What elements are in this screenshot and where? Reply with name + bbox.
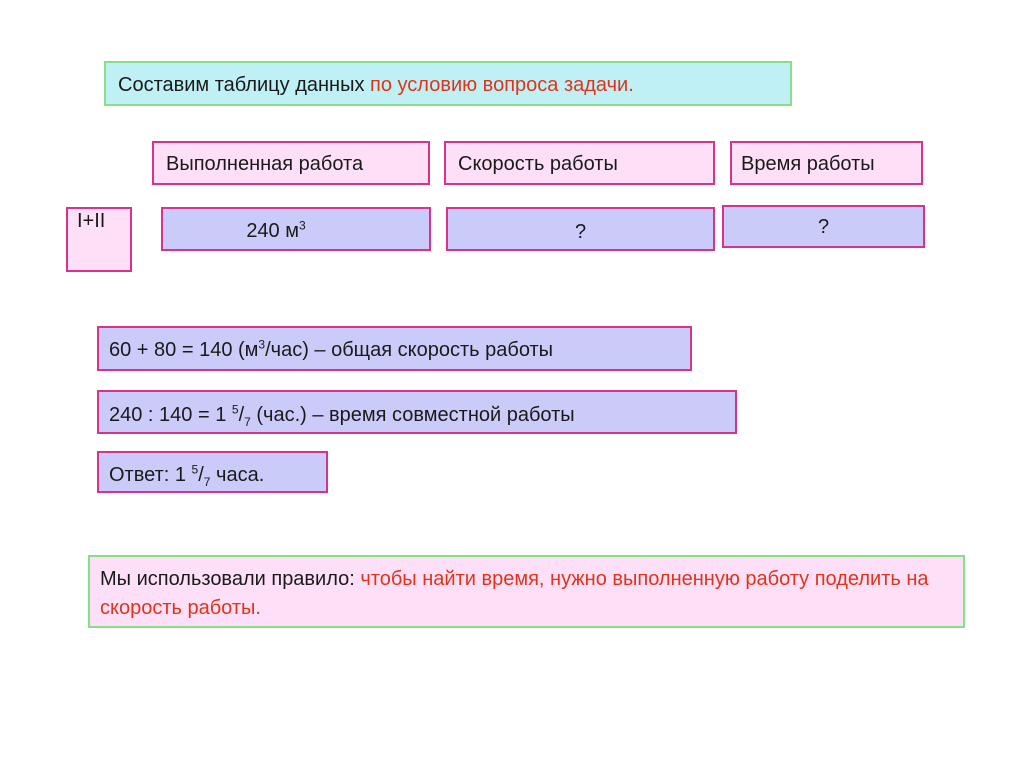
answer-box bbox=[97, 451, 328, 493]
header-work-time bbox=[730, 141, 923, 185]
answer-part-b: часа. bbox=[210, 464, 265, 486]
calc-speed-exponent: 3 bbox=[258, 337, 266, 352]
title-text: Составим таблицу данных bbox=[118, 74, 371, 96]
calc-time-part-a: 240 : 140 = 1 bbox=[109, 404, 232, 426]
header-completed-work bbox=[152, 141, 430, 185]
calc-time-box bbox=[97, 390, 737, 434]
answer-numerator: 5 bbox=[191, 462, 199, 477]
rule-intro: Мы использовали правило: bbox=[100, 568, 361, 590]
header-work-time-label: Время работы bbox=[741, 153, 875, 175]
title-box bbox=[104, 61, 792, 106]
calc-time-denominator: 7 bbox=[244, 415, 251, 429]
value-work-speed bbox=[446, 207, 715, 251]
rule-box bbox=[88, 555, 965, 628]
row-label-box bbox=[66, 207, 132, 272]
value-work-speed-text: ? bbox=[574, 221, 587, 243]
row-label: I+II bbox=[77, 210, 106, 232]
rule-text: чтобы найти время, нужно выполненную работу поделить на скорость работы. bbox=[100, 568, 929, 619]
value-work-time bbox=[722, 205, 925, 248]
value-completed-work-text: 240 м bbox=[246, 220, 299, 242]
title-highlight: по условию вопроса задачи. bbox=[370, 74, 634, 96]
value-work-time-text: ? bbox=[817, 216, 830, 238]
calc-time-slash: / bbox=[238, 404, 245, 426]
value-completed-work bbox=[161, 207, 431, 251]
calc-speed-box bbox=[97, 326, 692, 371]
calc-speed-part-a: 60 + 80 = 140 (м bbox=[109, 339, 259, 361]
calc-speed-part-b: /час) – общая скорость работы bbox=[265, 339, 554, 361]
answer-slash: / bbox=[198, 464, 204, 486]
header-work-speed-label: Скорость работы bbox=[458, 153, 618, 175]
value-completed-work-exponent: 3 bbox=[299, 218, 306, 233]
answer-part-a: Ответ: 1 bbox=[109, 464, 192, 486]
calc-time-numerator: 5 bbox=[231, 402, 239, 417]
header-work-speed bbox=[444, 141, 715, 185]
calc-time-part-b: (час.) – время совместной работы bbox=[250, 404, 575, 426]
answer-denominator: 7 bbox=[203, 475, 211, 489]
header-completed-work-label: Выполненная работа bbox=[166, 153, 364, 175]
